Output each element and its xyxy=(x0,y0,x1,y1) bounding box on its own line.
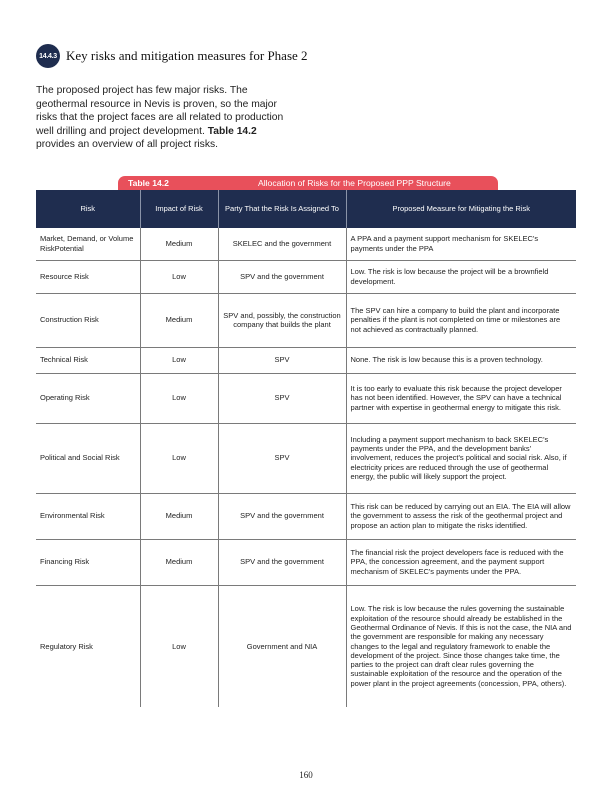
intro-text-end: provides an overview of all project risks. xyxy=(36,139,218,151)
section-heading xyxy=(36,44,308,68)
table-row xyxy=(36,423,576,493)
risk-cell: Operating Risk xyxy=(36,373,140,423)
table-header-row xyxy=(36,190,576,228)
impact-cell: Medium xyxy=(140,493,218,539)
measure-cell: A PPA and a payment support mechanism for SKELEC's payments under the PPA xyxy=(346,228,576,260)
risk-cell: Resource Risk xyxy=(36,260,140,293)
intro-table-reference: Table 14.2 xyxy=(207,125,257,137)
impact-cell: Low xyxy=(140,260,218,293)
risk-cell: Technical Risk xyxy=(36,347,140,373)
measure-cell: It is too early to evaluate this risk because the project developer has not been identified. However, the SPV can have a technical partner with expertise in geothermal energy to mitigate this risk. xyxy=(346,373,576,423)
header-risk: Risk xyxy=(36,190,140,228)
measure-cell: This risk can be reduced by carrying out an EIA. The EIA will allow the government to assess the risk of the geothermal project and propose an action plan to mitigate the risks identified. xyxy=(346,493,576,539)
header-party: Party That the Risk Is Assigned To xyxy=(218,190,346,228)
section-title: Key risks and mitigation measures for Phase 2 xyxy=(66,48,308,63)
section-number-badge: 14.4.3 xyxy=(36,44,60,68)
impact-cell: Low xyxy=(140,585,218,707)
impact-cell: Medium xyxy=(140,228,218,260)
party-cell: SPV xyxy=(218,423,346,493)
table-row xyxy=(36,260,576,293)
impact-cell: Low xyxy=(140,373,218,423)
measure-cell: Including a payment support mechanism to back SKELEC's payments under the PPA, and the development banks' involvement, reduces the project's political and social risk. Also, if electricity prices are reduced through the use of geothermal energy, the public will likely support the project. xyxy=(346,423,576,493)
party-cell: SKELEC and the government xyxy=(218,228,346,260)
impact-cell: Low xyxy=(140,347,218,373)
party-cell: SPV and the government xyxy=(218,493,346,539)
measure-cell: The SPV can hire a company to build the plant and incorporate penalties if the plant is not completed on time or milestones are not achieved as contractually planned. xyxy=(346,293,576,347)
risk-cell: Construction Risk xyxy=(36,293,140,347)
table-row xyxy=(36,493,576,539)
party-cell: SPV and the government xyxy=(218,539,346,585)
table-title: Allocation of Risks for the Proposed PPP Structure xyxy=(258,178,451,188)
intro-text: The proposed project has few major risks. The geothermal resource in Nevis is proven, so the major risks that the project faces are all related to production well drilling and project development. xyxy=(36,85,284,137)
measure-cell: The financial risk the project developers face is reduced with the PPA, the concession agreement, and the payment support mechanism of SKELEC's payments under the PPA. xyxy=(346,539,576,585)
impact-cell: Medium xyxy=(140,293,218,347)
risk-allocation-table xyxy=(36,190,576,707)
page-number: 160 xyxy=(299,770,313,780)
party-cell: SPV and, possibly, the construction company that builds the plant xyxy=(218,293,346,347)
header-measure: Proposed Measure for Mitigating the Risk xyxy=(346,190,576,228)
table-row xyxy=(36,228,576,260)
header-impact: Impact of Risk xyxy=(140,190,218,228)
measure-cell: Low. The risk is low because the project will be a brownfield development. xyxy=(346,260,576,293)
party-cell: SPV xyxy=(218,373,346,423)
impact-cell: Low xyxy=(140,423,218,493)
measure-cell: None. The risk is low because this is a proven technology. xyxy=(346,347,576,373)
table-row xyxy=(36,293,576,347)
party-cell: SPV xyxy=(218,347,346,373)
risk-cell: Regulatory Risk xyxy=(36,585,140,707)
measure-cell: Low. The risk is low because the rules governing the sustainable exploitation of the resource should already be established in the Geothermal Ordinance of Nevis. If this is not the case, the NIA and the government are responsible for making any necessary changes to the legal and regulatory framework to enable the development of the project. Since those changes take time, the parties to the project can draft clear rules governing the sustainable exploitation of the resource and the operation of the power plant in the project agreements (concession, PPA, others). xyxy=(350,604,572,688)
table-label: Table 14.2 xyxy=(128,178,169,188)
party-cell: Government and NIA xyxy=(218,585,346,707)
table-row xyxy=(36,539,576,585)
risk-cell: Financing Risk xyxy=(36,539,140,585)
table-row xyxy=(36,347,576,373)
impact-cell: Medium xyxy=(140,539,218,585)
table-row xyxy=(36,373,576,423)
intro-paragraph xyxy=(36,84,296,152)
table-row xyxy=(36,585,576,707)
risk-cell: Environmental Risk xyxy=(36,493,140,539)
table-caption xyxy=(118,176,498,190)
risk-cell: Political and Social Risk xyxy=(36,423,140,493)
risk-cell: Market, Demand, or Volume RiskPotential xyxy=(36,228,140,260)
party-cell: SPV and the government xyxy=(218,260,346,293)
